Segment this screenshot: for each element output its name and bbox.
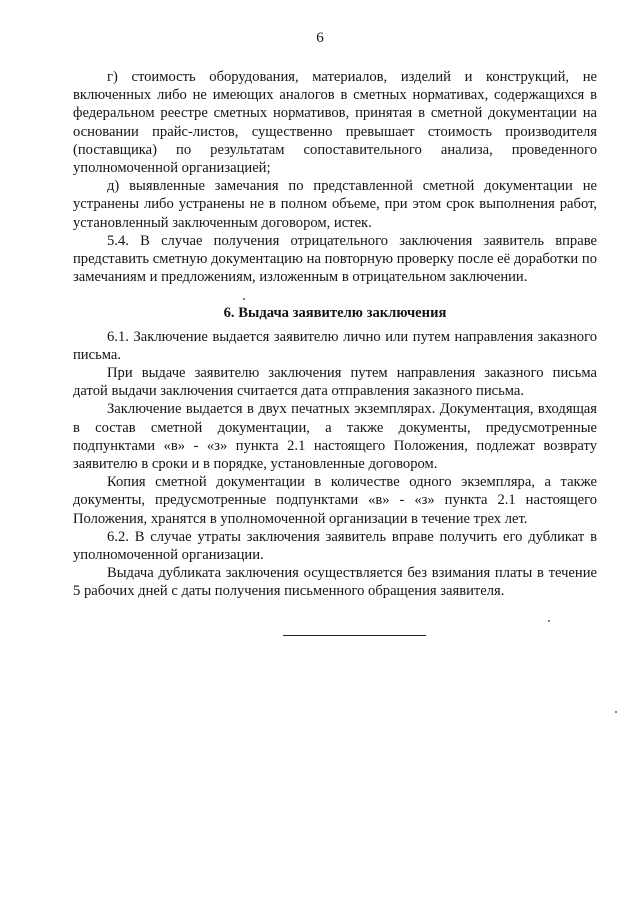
paragraph-subitem-d: д) выявленные замечания по представленной сметной документации не устранены либо устранены не в полном объеме, при этом срок выполнения работ, установленный заключенным договором, истек. xyxy=(73,178,597,231)
paragraph-6-1: 6.1. Заключение выдается заявителю лично или путем направления заказного письма. xyxy=(73,328,597,363)
closing-rule xyxy=(283,635,426,636)
paragraph-duplicate-issue: Выдача дубликата заключения осуществляется без взимания платы в течение 5 рабочих дней с даты получения письменного обращения заявителя. xyxy=(73,565,597,600)
paragraph-5-4: 5.4. В случае получения отрицательного заключения заявитель вправе представить сметную документацию на повторную проверку после её доработки по замечаниям и предложениям, изложенным в отрицательном заключении. xyxy=(73,232,597,286)
document-body xyxy=(73,68,597,601)
paragraph-copy-storage: Копия сметной документации в количестве одного экземпляра, а также документы, предусмотренные подпунктами «в» - «з» пункта 2.1 настоящего Положения, хранятся в уполномоченной организации в течение трех лет. xyxy=(73,474,597,527)
page-number: 6 xyxy=(316,30,324,46)
paragraph-subitem-g: г) стоимость оборудования, материалов, изделий и конструкций, не включенных либо не имеющих аналогов в сметных нормативах, содержащихся в федеральном реестре сметных нормативов, принятая в сметной документации на основании прайс-листов, существенно превышает стоимость производителя (поставщика) по результатам сопоставительного анализа, проведенного уполномоченной организацией; xyxy=(73,69,597,177)
section-heading: 6. Выдача заявителю заключения xyxy=(223,305,447,322)
scan-speck xyxy=(243,298,245,300)
paragraph-printed-copies: Заключение выдается в двух печатных экземплярах. Документация, входящая в состав сметной документации, а также документы, предусмотренные подпунктами «в» - «з» пункта 2.1 настоящего Положения, подлежат возврату заявителю в сроки и в порядке, установленные договором. xyxy=(73,401,597,473)
scan-speck xyxy=(548,620,550,622)
paragraph-registered-letter: При выдаче заявителю заключения путем направления заказного письма датой выдачи заключения считается дата отправления заказного письма. xyxy=(73,365,597,400)
scan-speck xyxy=(615,711,617,713)
paragraph-6-2: 6.2. В случае утраты заключения заявитель вправе получить его дубликат в уполномоченной организации. xyxy=(73,528,597,564)
